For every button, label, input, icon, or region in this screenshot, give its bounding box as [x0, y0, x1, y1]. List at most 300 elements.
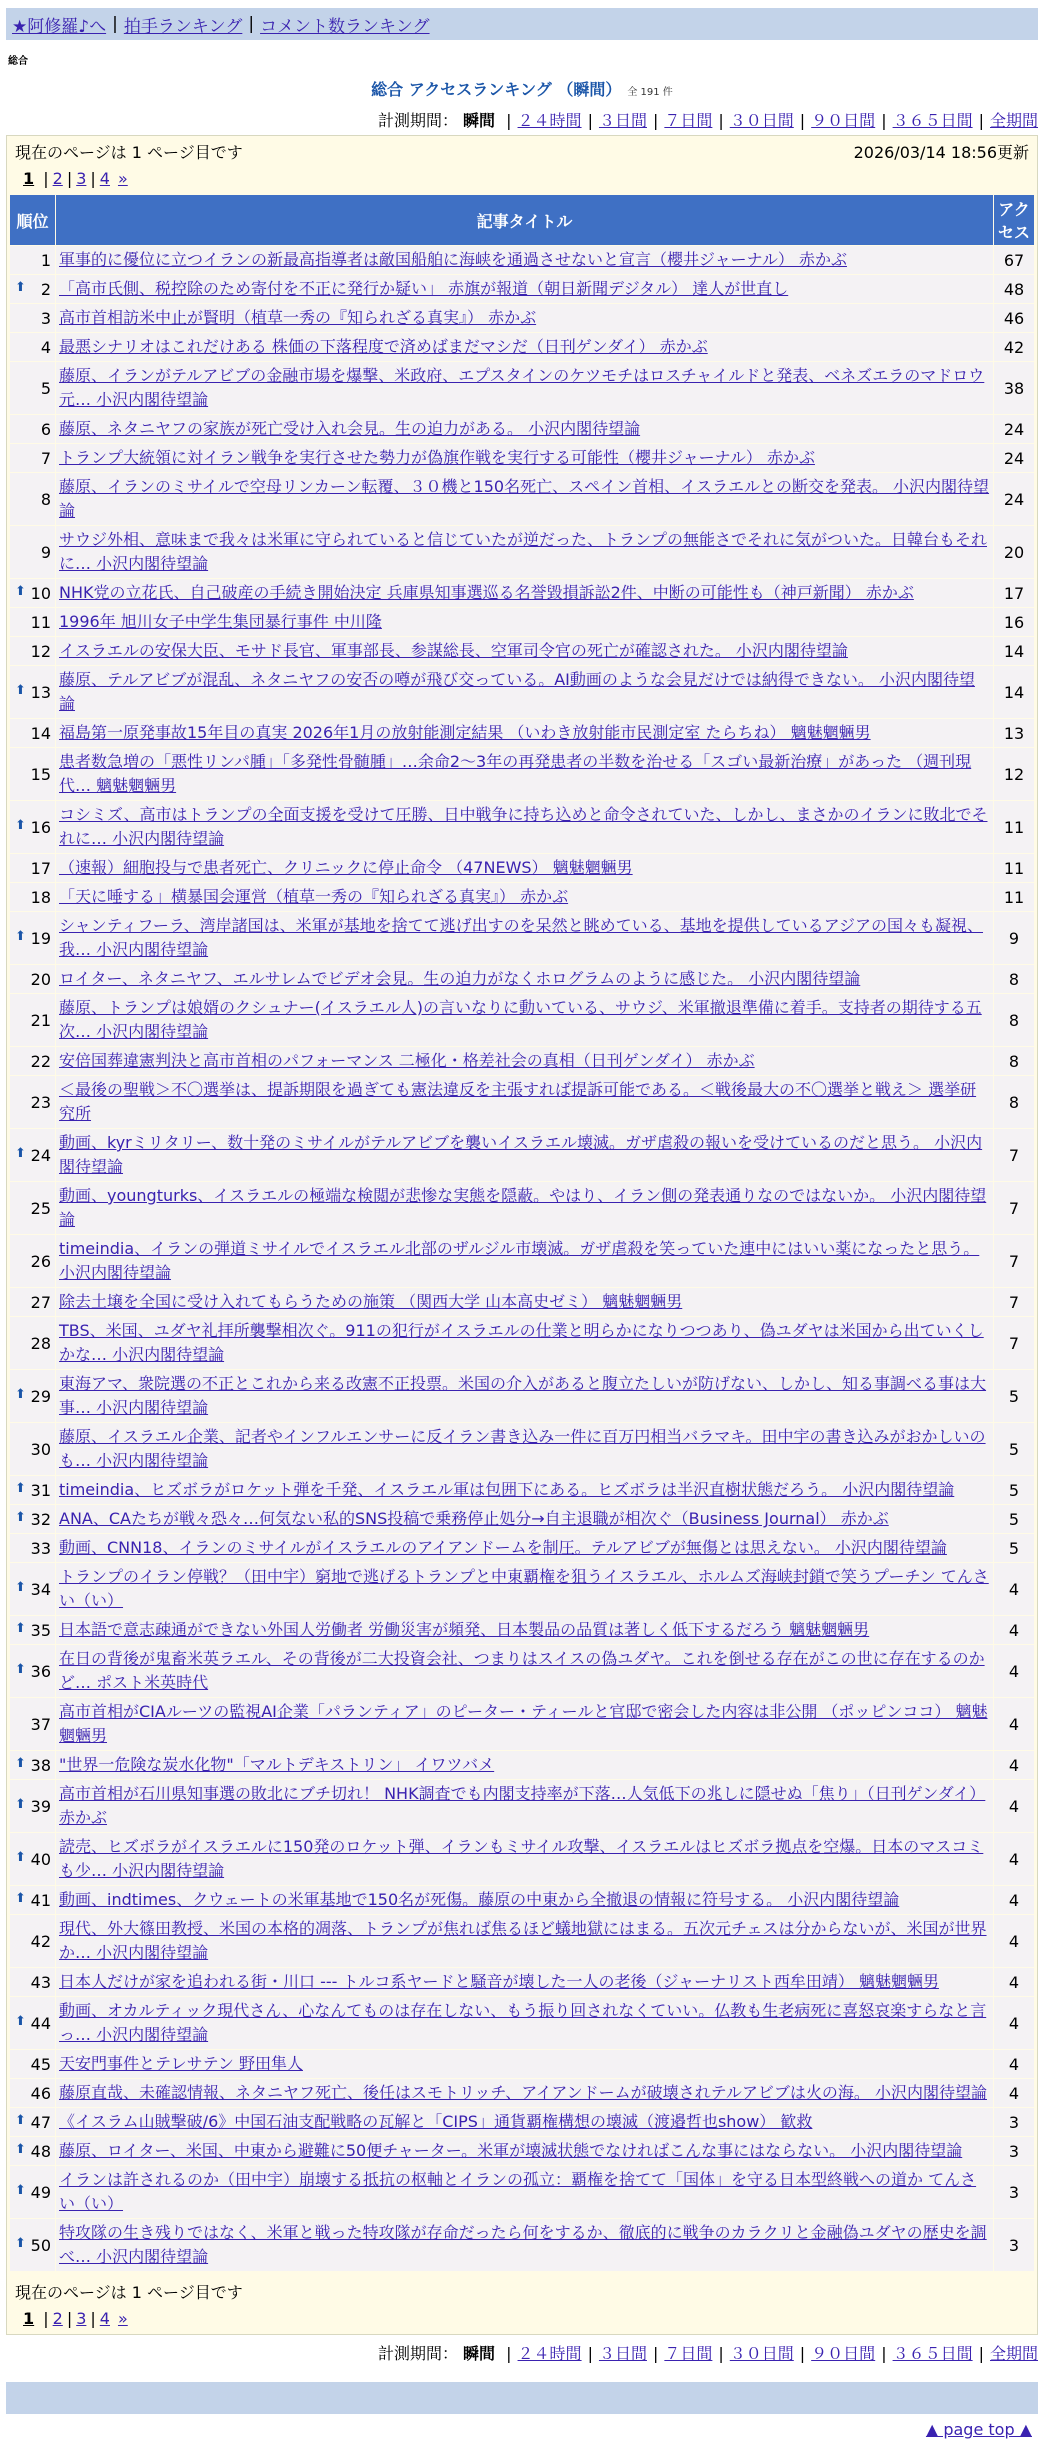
rank-number: 44 [30, 2013, 51, 2033]
rank-cell [10, 444, 55, 472]
rank-cell [10, 579, 55, 607]
table-row [10, 1288, 1034, 1316]
rank-cell [10, 1833, 55, 1885]
article-link[interactable]: 動画、オカルティック現代さん、心なんてものは存在しない、もう振り回されなくていい。仏教も生老病死に喜怒哀楽すらなと言っ… 小沢内閣待望論 [59, 2001, 987, 2044]
article-link[interactable]: 《イスラム山賊撃破/6》中国石油支配戦略の瓦解と「CIPS」通貨覇権構想の壊滅（渡邉哲也show） 歓救 [59, 2112, 813, 2131]
article-link[interactable]: 特攻隊の生き残りではなく、米軍と戦った特攻隊が存命だったら何をするか、徹底的に戦争のカラクリと金融偽ユダヤの歴史を調べ… 小沢内閣待望論 [59, 2223, 987, 2266]
rank-number: 13 [30, 682, 51, 702]
title-cell [56, 2079, 993, 2107]
period-link[interactable]: 全期間 [989, 2344, 1038, 2363]
rank-cell [10, 1563, 55, 1615]
access-count: 4 [994, 1968, 1034, 1996]
period-separator: | [881, 2344, 887, 2363]
table-row [10, 965, 1034, 993]
up-arrow-icon: ⬆ [15, 2182, 26, 2198]
article-link[interactable]: 安倍国葬違憲判決と高市首相のパフォーマンス 二極化・格差社会の真相（日刊ゲンダイ） 赤かぶ [59, 1051, 755, 1070]
article-link[interactable]: 読売、ヒズボラがイスラエルに150発のロケット弾、イランもミサイル攻撃、イスラエルはヒズボラ拠点を空爆。日本のマスコミも少… 小沢内閣待望論 [59, 1837, 984, 1880]
article-link[interactable]: イランは許されるのか（田中宇）崩壊する抵抗の枢軸とイランの孤立：覇権を捨てて「国体」を守る日本型終戦への道か てんさい（い） [59, 2170, 977, 2213]
access-count: 9 [994, 912, 1034, 964]
table-row [10, 362, 1034, 414]
rank-cell [10, 912, 55, 964]
article-link[interactable]: （速報）細胞投与で患者死亡、クリニックに停止命令 （47NEWS） 魑魅魍魎男 [59, 858, 633, 877]
pager-link[interactable]: 3 [76, 2309, 87, 2328]
period-label: 計測期間： [377, 2344, 458, 2363]
access-count: 7 [994, 1129, 1034, 1181]
access-count: 24 [994, 415, 1034, 443]
total-count: 全 191 件 [627, 87, 673, 98]
access-count: 5 [994, 1476, 1034, 1504]
footer-bar [6, 2382, 1038, 2414]
period-link[interactable]: ３０日間 [729, 111, 794, 130]
table-row [10, 1968, 1034, 1996]
table-row [10, 1563, 1034, 1615]
article-link[interactable]: NHK党の立花氏、自己破産の手続き開始決定 兵庫県知事選巡る名誉毀損訴訟2件、中断の可能性も（神戸新聞） 赤かぶ [59, 583, 914, 602]
access-count: 17 [994, 579, 1034, 607]
rank-number: 50 [30, 2235, 51, 2255]
article-link[interactable]: 藤原、テルアビブが混乱、ネタニヤフの安否の噂が飛び交っている。AI動画のような会見だけでは納得できない。 小沢内閣待望論 [59, 670, 975, 713]
period-label: 計測期間： [377, 111, 458, 130]
pager-bottom [9, 2305, 1035, 2334]
article-link[interactable]: 日本人だけが家を追われる街・川口 --- トルコ系ヤードと騒音が壊した一人の老後（ジャーナリスト西牟田靖） 魑魅魍魎男 [59, 1972, 939, 1991]
table-row [10, 666, 1034, 718]
rank-cell [10, 473, 55, 525]
pager-separator: | [43, 2309, 49, 2328]
period-link[interactable]: ３日間 [598, 2344, 647, 2363]
period-selector-top [0, 108, 1038, 131]
period-link[interactable]: ３６５日間 [892, 111, 973, 130]
title-cell [56, 748, 993, 800]
up-arrow-icon: ⬆ [15, 1386, 26, 1402]
panel-header [9, 138, 1035, 165]
period-link[interactable]: ２４時間 [517, 2344, 582, 2363]
rank-number: 33 [30, 1538, 51, 1558]
period-current: 瞬間 [463, 2344, 496, 2363]
table-row [10, 1886, 1034, 1914]
rank-cell [10, 2108, 55, 2136]
period-separator: | [718, 2344, 724, 2363]
title-cell [56, 444, 993, 472]
up-arrow-icon: ⬆ [15, 2141, 26, 2157]
title-cell [56, 1047, 993, 1075]
table-row [10, 275, 1034, 303]
rank-number: 41 [30, 1890, 51, 1910]
article-link[interactable]: 軍事的に優位に立つイランの新最高指導者は敵国船舶に海峡を通過させないと宣言（櫻井ジャーナル） 赤かぶ [59, 250, 847, 269]
article-link[interactable]: サウジ外相、意味まで我々は米軍に守られていると信じていたが逆だった、トランプの無能さでそれに気がついた。日韓台もそれに… 小沢内閣待望論 [59, 530, 988, 573]
period-separator: | [652, 2344, 659, 2363]
rank-cell [10, 2050, 55, 2078]
rank-cell [10, 1129, 55, 1181]
article-link[interactable]: 患者数急増の「悪性リンパ腫」「多発性骨髄腫」…余命2～3年の再発患者の半数を治せる「スゴい最新治療」があった （週刊現代… 魑魅魍魎男 [59, 752, 972, 795]
rank-cell [10, 719, 55, 747]
article-link[interactable]: 在日の背後が鬼畜米英ラエル、その背後が二大投資会社、つまりはスイスの偽ユダヤ。これを倒せる存在がこの世に存在するのかど… ポスト米英時代 [59, 1649, 985, 1692]
article-link[interactable]: TBS、米国、ユダヤ礼拝所襲撃相次ぐ。911の犯行がイスラエルの仕業と明らかになりつつあり、偽ユダヤは米国から出ていくしかな… 小沢内閣待望論 [59, 1321, 984, 1364]
rank-number: 34 [30, 1579, 51, 1599]
article-link[interactable]: 日本語で意志疎通ができない外国人労働者 労働災害が頻発、日本製品の品質は著しく低下するだろう 魑魅魍魎男 [59, 1620, 870, 1639]
table-row [10, 1645, 1034, 1697]
table-row [10, 444, 1034, 472]
rank-cell [10, 1616, 55, 1644]
pager-top [9, 165, 1035, 194]
top-nav-bar [6, 8, 1038, 40]
article-link[interactable]: 除去土壌を全国に受け入れてもらうための施策 （関西大学 山本高史ゼミ） 魑魅魍魎男 [59, 1292, 683, 1311]
rank-cell [10, 415, 55, 443]
rank-cell [10, 994, 55, 1046]
article-link[interactable]: 動画、youngturks、イスラエルの極端な検閲が悲惨な実態を隠蔽。やはり、イラン側の発表通りなのではないか。 小沢内閣待望論 [59, 1186, 987, 1229]
up-arrow-icon: ⬆ [15, 682, 26, 698]
access-count: 3 [994, 2219, 1034, 2271]
rank-cell [10, 1780, 55, 1832]
title-cell [56, 2108, 993, 2136]
article-link[interactable]: 動画、kyrミリタリー、数十発のミサイルがテルアビブを襲いイスラエル壊滅。ガザ虐殺の報いを受けているのだと思う。 小沢内閣待望論 [59, 1133, 983, 1176]
title-cell [56, 1616, 993, 1644]
table-row [10, 1616, 1034, 1644]
up-arrow-icon: ⬆ [15, 583, 26, 599]
table-row [10, 1047, 1034, 1075]
title-cell [56, 415, 993, 443]
rank-number: 15 [30, 764, 51, 784]
article-link[interactable]: 動画、indtimes、クウェートの米軍基地で150名が死傷。藤原の中東から全撤退の情報に符号する。 小沢内閣待望論 [59, 1890, 900, 1909]
rank-number: 31 [30, 1480, 51, 1500]
period-link[interactable]: ３日間 [598, 111, 647, 130]
rank-cell [10, 883, 55, 911]
table-row [10, 579, 1034, 607]
period-link[interactable]: ９０日間 [811, 111, 876, 130]
rank-cell [10, 666, 55, 718]
title-cell [56, 579, 993, 607]
period-link[interactable]: ７日間 [664, 111, 713, 130]
article-link[interactable]: トランプのイラン停戦？（田中宇）窮地で逃げるトランプと中東覇権を狙うイスラエル、ホルムズ海峡封鎖で笑うプーチン てんさい（い） [59, 1567, 989, 1610]
access-count: 8 [994, 965, 1034, 993]
title-cell [56, 246, 993, 274]
table-row [10, 2108, 1034, 2136]
header-title: 記事タイトル [56, 195, 993, 245]
table-row [10, 1317, 1034, 1369]
up-arrow-icon: ⬆ [15, 2013, 26, 2029]
article-link[interactable]: 藤原、ネタニヤフの家族が死亡受け入れ会見。生の迫力がある。 小沢内閣待望論 [59, 419, 641, 438]
title-cell [56, 1915, 993, 1967]
rank-cell [10, 1997, 55, 2049]
access-count: 4 [994, 1645, 1034, 1697]
title-cell [56, 1076, 993, 1128]
article-link[interactable]: 藤原、イランのミサイルで空母リンカーン転覆、３０機と150名死亡、スペイン首相、イスラエルとの断交を発表。 小沢内閣待望論 [59, 477, 990, 520]
up-arrow-icon: ⬆ [15, 817, 26, 833]
table-row [10, 719, 1034, 747]
title-cell [56, 1476, 993, 1504]
period-link[interactable]: ９０日間 [811, 2344, 876, 2363]
title-cell [56, 719, 993, 747]
table-row [10, 1182, 1034, 1234]
article-link[interactable]: 東海アマ、衆院選の不正とこれから来る改憲不正投票。米国の介入があると腹立たしいが防げない、しかし、知る事調べる事は大事… 小沢内閣待望論 [59, 1374, 987, 1417]
up-arrow-icon: ⬆ [15, 1849, 26, 1865]
rank-cell [10, 2219, 55, 2271]
rank-cell [10, 1317, 55, 1369]
rank-cell [10, 2079, 55, 2107]
rank-number: 49 [30, 2182, 51, 2202]
rank-number: 9 [40, 542, 51, 562]
title-cell [56, 1886, 993, 1914]
rank-number: 39 [30, 1796, 51, 1816]
nav-separator: | [248, 14, 255, 34]
up-arrow-icon: ⬆ [15, 1755, 26, 1771]
ranking-title [0, 77, 1044, 100]
access-count: 7 [994, 1182, 1034, 1234]
table-row [10, 1129, 1034, 1181]
table-row [10, 748, 1034, 800]
table-row [10, 801, 1034, 853]
nav-link-asyura[interactable]: ★阿修羅♪へ [12, 16, 107, 37]
access-count: 8 [994, 1047, 1034, 1075]
rank-number: 32 [30, 1509, 51, 1529]
access-count: 13 [994, 719, 1034, 747]
access-count: 46 [994, 304, 1034, 332]
rank-cell [10, 1182, 55, 1234]
pager-link[interactable]: 2 [52, 169, 63, 188]
table-row [10, 1698, 1034, 1750]
title-cell [56, 801, 993, 853]
article-link[interactable]: 最悪シナリオはこれだけある 株価の下落程度で済めばまだマシだ（日刊ゲンダイ） 赤かぶ [59, 337, 708, 356]
access-count: 5 [994, 1505, 1034, 1533]
rank-number: 7 [40, 448, 51, 468]
title-cell [56, 912, 993, 964]
pager-separator: | [43, 169, 49, 188]
rank-number: 8 [40, 489, 51, 509]
rank-number: 29 [30, 1386, 51, 1406]
access-count: 5 [994, 1534, 1034, 1562]
access-count: 4 [994, 2050, 1034, 2078]
rank-cell [10, 304, 55, 332]
nav-link-comment-ranking[interactable]: コメント数ランキング [260, 16, 430, 37]
article-link[interactable]: 藤原、イランがテルアビブの金融市場を爆撃、米政府、エプスタインのケツモチはロスチャイルドと発表、ベネズエラのマドロウ元… 小沢内閣待望論 [59, 366, 985, 409]
pager-link[interactable]: » [117, 2309, 128, 2328]
access-count: 4 [994, 1616, 1034, 1644]
header-rank: 順位 [10, 195, 55, 245]
table-row [10, 1476, 1034, 1504]
access-count: 3 [994, 2108, 1034, 2136]
title-cell [56, 1997, 993, 2049]
rank-number: 18 [30, 887, 51, 907]
rank-cell [10, 333, 55, 361]
table-row [10, 912, 1034, 964]
pager-separator: | [66, 169, 73, 188]
pager-separator: | [90, 169, 96, 188]
title-cell [56, 1182, 993, 1234]
access-count: 24 [994, 444, 1034, 472]
rank-number: 22 [30, 1051, 51, 1071]
article-link[interactable]: 「高市氏側、税控除のため寄付を不正に発行か疑い」 赤旗が報道（朝日新聞デジタル） 達人が世直し [59, 279, 789, 298]
access-count: 11 [994, 801, 1034, 853]
rank-cell [10, 1235, 55, 1287]
rank-number: 17 [30, 858, 51, 878]
pager-link[interactable]: » [117, 169, 128, 188]
up-arrow-icon: ⬆ [15, 1661, 26, 1677]
nav-link-clap-ranking[interactable]: 拍手ランキング [123, 16, 243, 37]
period-selector-bottom [0, 2341, 1038, 2364]
period-separator: | [799, 111, 806, 130]
article-link[interactable]: 「天に唾する」横暴国会運営（植草一秀の『知られざる真実』） 赤かぶ [59, 887, 569, 906]
table-row [10, 473, 1034, 525]
up-arrow-icon: ⬆ [15, 2235, 26, 2251]
table-row [10, 1915, 1034, 1967]
period-link[interactable]: ３６５日間 [892, 2344, 973, 2363]
rank-cell [10, 965, 55, 993]
table-row [10, 246, 1034, 274]
access-count: 3 [994, 2166, 1034, 2218]
rank-cell [10, 1698, 55, 1750]
article-link[interactable]: timeindia、ヒズボラがロケット弾を千発、イスラエル軍は包囲下にある。ヒズボラは半沢直樹状態だろう。 小沢内閣待望論 [59, 1480, 955, 1499]
article-link[interactable]: "世界一危険な炭水化物"「マルトデキストリン」 イワツバメ [59, 1755, 495, 1774]
updated-time: 2026/03/14 18:56更新 [853, 143, 1029, 162]
rank-number: 2 [40, 279, 51, 299]
rank-number: 24 [30, 1145, 51, 1165]
table-row [10, 1076, 1034, 1128]
pager-current: 1 [23, 169, 35, 188]
period-separator: | [587, 2344, 593, 2363]
rank-cell [10, 1288, 55, 1316]
rank-cell [10, 1968, 55, 1996]
title-cell [56, 2137, 993, 2165]
ranking-panel [6, 135, 1038, 2335]
article-link[interactable]: 高市首相訪米中止が賢明（植草一秀の『知られざる真実』） 赤かぶ [59, 308, 537, 327]
access-count: 38 [994, 362, 1034, 414]
access-count: 5 [994, 1423, 1034, 1475]
pager-link[interactable]: 4 [99, 169, 110, 188]
title-cell [56, 854, 993, 882]
article-link[interactable]: コシミズ、高市はトランプの全面支援を受けて圧勝、日中戦争に持ち込めと命令されていた、しかし、まさかのイランに敗北でそれに… 小沢内閣待望論 [59, 805, 988, 848]
rank-number: 45 [30, 2054, 51, 2074]
article-link[interactable]: 福島第一原発事故15年目の真実 2026年1月の放射能測定結果 （いわき放射能市民測定室 たらちね） 魑魅魍魎男 [59, 723, 871, 742]
period-link[interactable]: ３０日間 [729, 2344, 794, 2363]
up-arrow-icon: ⬆ [15, 1509, 26, 1525]
article-link[interactable]: 高市首相が石川県知事選の敗北にブチ切れ！ NHK調査でも内閣支持率が下落…人気低下の兆しに隠せぬ「焦り」（日刊ゲンダイ） 赤かぶ [59, 1784, 986, 1827]
title-cell [56, 1317, 993, 1369]
article-link[interactable]: ロイター、ネタニヤフ、エルサレムでビデオ会見。生の迫力がなくホログラムのように感じた。 小沢内閣待望論 [59, 969, 861, 988]
title-cell [56, 275, 993, 303]
title-cell [56, 304, 993, 332]
table-row [10, 1751, 1034, 1779]
up-arrow-icon: ⬆ [15, 1480, 26, 1496]
title-cell [56, 1505, 993, 1533]
up-arrow-icon: ⬆ [15, 1890, 26, 1906]
pager-separator: | [66, 2309, 73, 2328]
article-link[interactable]: 藤原、ロイター、米国、中東から避難に50便チャーター。米軍が壊滅状態でなければこんな事にはならない。 小沢内閣待望論 [59, 2141, 963, 2160]
table-row [10, 1833, 1034, 1885]
pager-link[interactable]: 3 [76, 169, 87, 188]
article-link[interactable]: 藤原、イスラエル企業、記者やインフルエンサーに反イラン書き込み一件に百万円相当バラマキ。田中宇の書き込みがおかしいのも… 小沢内閣待望論 [59, 1427, 986, 1470]
period-separator: | [652, 111, 659, 130]
access-count: 42 [994, 333, 1034, 361]
rank-number: 47 [30, 2112, 51, 2132]
period-separator: | [978, 111, 984, 130]
rank-number: 5 [40, 378, 51, 398]
article-link[interactable]: 天安門事件とテレサテン 野田隼人 [59, 2054, 303, 2073]
rank-number: 37 [30, 1714, 51, 1734]
rank-number: 1 [40, 250, 51, 270]
access-count: 4 [994, 1997, 1034, 2049]
page-top-link[interactable]: ▲ page top ▲ [925, 2420, 1032, 2439]
period-separator: | [506, 111, 512, 130]
article-link[interactable]: トランプ大統領に対イラン戦争を実行させた勢力が偽旗作戦を実行する可能性（櫻井ジャーナル） 赤かぶ [59, 448, 815, 467]
title-cell [56, 2166, 993, 2218]
period-link[interactable]: 全期間 [989, 111, 1038, 130]
rank-cell [10, 1076, 55, 1128]
table-row [10, 2050, 1034, 2078]
period-link[interactable]: ２４時間 [517, 111, 582, 130]
article-link[interactable]: 藤原、トランプは娘婿のクシュナー(イスラエル人)の言いなりに動いている、サウジ、米軍撤退準備に着手。支持者の期待する五次… 小沢内閣待望論 [59, 998, 982, 1041]
access-count: 7 [994, 1317, 1034, 1369]
rank-cell [10, 608, 55, 636]
title-cell [56, 473, 993, 525]
title-cell [56, 1370, 993, 1422]
pager-link[interactable]: 2 [52, 2309, 63, 2328]
article-link[interactable]: timeindia、イランの弾道ミサイルでイスラエル北部のザルジル市壊滅。ガザ虐殺を笑っていた連中にはいい薬になったと思う。 小沢内閣待望論 [59, 1239, 980, 1282]
rank-number: 11 [30, 612, 51, 632]
rank-cell [10, 1370, 55, 1422]
access-count: 20 [994, 526, 1034, 578]
access-count: 11 [994, 883, 1034, 911]
rank-cell [10, 1047, 55, 1075]
table-row [10, 415, 1034, 443]
article-link[interactable]: 高市首相がCIAルーツの監視AI企業「パランティア」のピーター・ティールと官邸で密会した内容は非公開 （ポッピンココ） 魑魅魍魎男 [59, 1702, 988, 1745]
period-separator: | [978, 2344, 984, 2363]
rank-number: 3 [40, 308, 51, 328]
period-separator: | [506, 2344, 512, 2363]
period-separator: | [718, 111, 724, 130]
article-link[interactable]: イスラエルの安保大臣、モサド長官、軍事部長、参謀総長、空軍司令官の死亡が確認された。 小沢内閣待望論 [59, 641, 848, 660]
table-row [10, 1370, 1034, 1422]
article-link[interactable]: 1996年 旭川女子中学生集団暴行事件 中川隆 [59, 612, 382, 631]
article-link[interactable]: ANA、CAたちが戦々恐々…何気ない私的SNS投稿で乗務停止処分→自主退職が相次ぐ（Business Journal） 赤かぶ [59, 1509, 889, 1528]
period-current: 瞬間 [463, 111, 496, 130]
access-count: 3 [994, 2137, 1034, 2165]
ranking-title-text: 総合 アクセスランキング （瞬間） [371, 80, 622, 99]
pager-link[interactable]: 4 [99, 2309, 110, 2328]
article-link[interactable]: 現代、外大篠田教授、米国の本格的凋落、トランプが焦れば焦るほど蟻地獄にはまる。五次元チェスは分からないが、米国が世界か… 小沢内閣待望論 [59, 1919, 987, 1962]
title-cell [56, 1563, 993, 1615]
table-row [10, 1534, 1034, 1562]
article-link[interactable]: 藤原直哉、未確認情報、ネタニヤフ死亡、後任はスモトリッチ、アイアンドームが破壊されテルアビブは火の海。 小沢内閣待望論 [59, 2083, 987, 2102]
article-link[interactable]: 動画、CNN18、イランのミサイルがイスラエルのアイアンドームを制圧。テルアビブが無傷とは思えない。 小沢内閣待望論 [59, 1538, 947, 1557]
article-link[interactable]: シャンティフーラ、湾岸諸国は、米軍が基地を捨てて逃げ出すのを呆然と眺めている、基地を提供しているアジアの国々も凝視、我… 小沢内閣待望論 [59, 916, 984, 959]
title-cell [56, 1968, 993, 1996]
up-arrow-icon: ⬆ [15, 1579, 26, 1595]
access-count: 4 [994, 1915, 1034, 1967]
rank-cell [10, 362, 55, 414]
table-row [10, 1780, 1034, 1832]
title-cell [56, 526, 993, 578]
nav-separator: | [112, 14, 118, 34]
rank-number: 30 [30, 1439, 51, 1459]
rank-number: 25 [30, 1198, 51, 1218]
up-arrow-icon: ⬆ [15, 928, 26, 944]
current-page-text: 現在のページは 1 ページ目です [15, 143, 243, 162]
table-row [10, 333, 1034, 361]
period-link[interactable]: ７日間 [664, 2344, 713, 2363]
rank-number: 40 [30, 1849, 51, 1869]
rank-cell [10, 748, 55, 800]
title-cell [56, 1833, 993, 1885]
access-count: 4 [994, 1833, 1034, 1885]
table-header-row [10, 195, 1034, 245]
rank-cell [10, 854, 55, 882]
rank-number: 28 [30, 1333, 51, 1353]
access-count: 4 [994, 1563, 1034, 1615]
rank-cell [10, 2137, 55, 2165]
title-cell [56, 1235, 993, 1287]
up-arrow-icon: ⬆ [15, 1620, 26, 1636]
page-top-wrap [0, 2420, 1032, 2439]
article-link[interactable]: ＜最後の聖戦＞不〇選挙は、提訴期限を過ぎても憲法違反を主張すれば提訴可能である。＜戦後最大の不〇選挙と戦え＞ 選挙研究所 [59, 1080, 977, 1123]
title-cell [56, 666, 993, 718]
